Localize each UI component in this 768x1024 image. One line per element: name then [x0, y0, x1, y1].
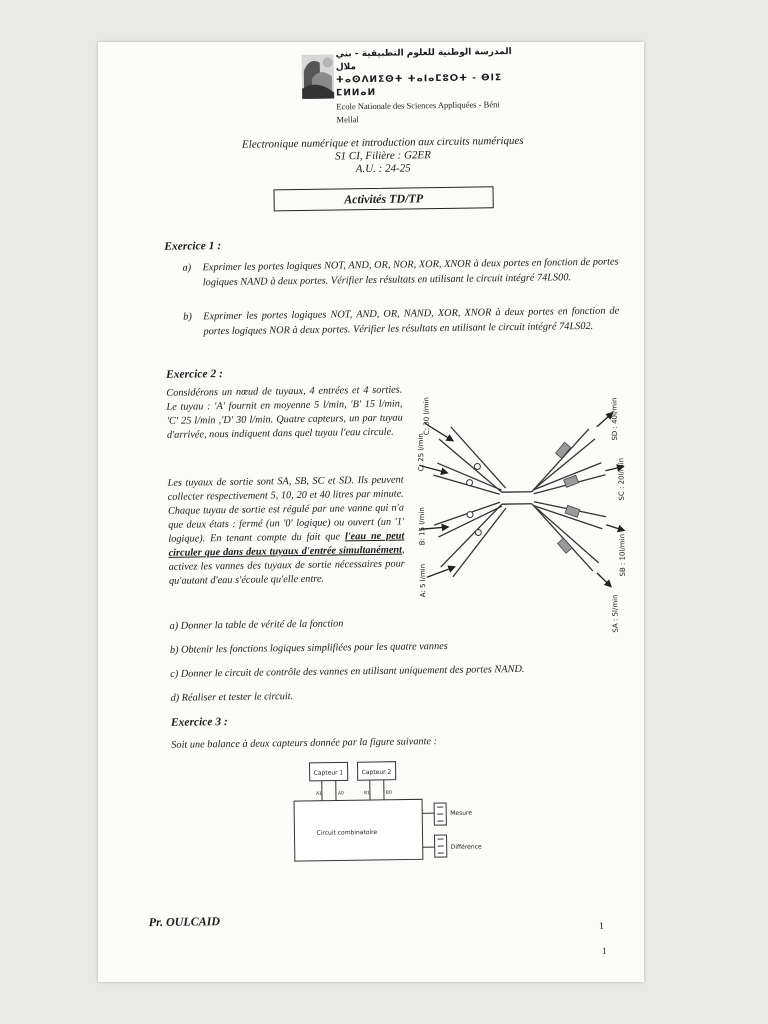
- emphasis-text: l'eau ne peut circuler que dans deux tuyaux d'entrée simultanément: [168, 530, 405, 559]
- output-label-sc: SC : 20l/min: [617, 457, 626, 501]
- academic-year: A.U. : 24-25: [355, 162, 411, 176]
- pin-a1: A1: [315, 791, 322, 797]
- item-text: Exprimer les portes logiques NOT, AND, OR, NAND, XOR, XNOR à deux portes en fonction de portes logiques NOR à deux portes. Vérifier les résultats en utilisant le circuit intégré 74LS02.: [203, 305, 620, 338]
- exercise-2-question-c: c) Donner le circuit de contrôle des vannes en utilisant uniquement des portes NAND.: [170, 663, 525, 680]
- input-label-a: A: 5 l/min: [418, 563, 428, 598]
- exercise-2-question-b: b) Obtenir les fonctions logiques simplifiées pour les quatre vannes: [169, 640, 448, 656]
- sensor-2-label: Capteur 2: [361, 768, 392, 777]
- item-label: a): [182, 262, 192, 274]
- output-label-sa: SA : 5l/min: [611, 594, 620, 633]
- school-name: [336, 46, 517, 127]
- circuit-label: Circuit combinatoire: [316, 828, 378, 837]
- page-number: 1: [598, 920, 604, 932]
- exercise-1-item-a: [182, 255, 619, 309]
- page-number-echo: 1: [602, 945, 607, 956]
- output-label-sd: SD : 40l/min: [610, 397, 620, 441]
- activities-title: Activités TD/TP: [273, 186, 493, 211]
- exercise-2-paragraph-1: Considérons un nœud de tuyaux, 4 entrées et 4 sorties. Le tuyau : 'A' fournit en moyenne 5 l/min, 'B' 15 l/min, 'C' 25 l/min ,'D' 30 l/min. Quatre capteurs, un par tuyau d'arrivée, nous indiquent dans quel tuyau l'eau circule.: [166, 384, 403, 441]
- document-page: [98, 42, 644, 982]
- output-label-sb: SB : 10l/min: [618, 533, 627, 577]
- exercise-1-title: Exercice 1 :: [164, 240, 222, 253]
- school-name-arabic: المدرسة الوطنية للعلوم التطبيقية - بني ملال: [335, 46, 512, 73]
- sensor-1-label: Capteur 1: [313, 769, 344, 777]
- exercise-3-title: Exercice 3 :: [170, 716, 228, 729]
- course-header: [153, 134, 613, 179]
- pipe-node-diagram: [408, 376, 631, 633]
- program-label: S1 CI, Filière : G2ER: [335, 149, 432, 163]
- input-label-b: B: 15 l/min: [417, 507, 427, 546]
- exercise-2-paragraph-2: [167, 474, 405, 589]
- exercise-3-intro: Soit une balance à deux capteurs donnée par la figure suivante :: [171, 736, 438, 751]
- school-name-tifinagh: ⵜⴰⵙⴷⵍⵉⵙⵜ ⵜⴰⵏⴰⵎⵓⵔⵜ - ⴱⵏⵉ ⵎⵍⵍⴰⵍ: [335, 73, 503, 99]
- paragraph-text: , activez les vannes des tuyaux de sortie nécessaires pour qu'autant d'eau s'écoule qu'elle entre.: [168, 544, 405, 587]
- exercise-2-question-d: d) Réaliser et tester le circuit.: [170, 691, 294, 704]
- input-label-c: C: 25 l/min: [416, 433, 426, 472]
- page-content: [91, 38, 650, 986]
- exercise-2-title: Exercice 2 :: [165, 368, 223, 381]
- item-text: Exprimer les portes logiques NOT, AND, OR, NOR, XOR, XNOR à deux portes en fonction de portes logiques NAND à deux portes. Vérifier les résultats en utilisant le circuit intégré 74LS00.: [202, 256, 619, 289]
- balance-diagram: [287, 754, 489, 869]
- output-difference-label: Différence: [450, 843, 482, 851]
- item-label: b): [183, 311, 192, 323]
- pin-b0: B0: [385, 790, 392, 796]
- author-name: Pr. OULCAID: [148, 914, 221, 930]
- exercise-1-item-b: [183, 304, 620, 358]
- course-title: Electronique numérique et introduction aux circuits numériques: [241, 134, 524, 151]
- school-name-french: Ecole Nationale des Sciences Appliquées - Béni Mellal: [336, 99, 500, 125]
- exercise-2-question-a: a) Donner la table de vérité de la fonction: [169, 618, 344, 632]
- pin-a0: A0: [337, 791, 344, 797]
- output-measure-label: Mesure: [450, 809, 473, 817]
- paragraph-text: Les tuyaux de sortie sont SA, SB, SC et SD. Ils peuvent collecter respectivement 5, 10, 20 et 40 litres par minute. Chaque tuyau de sortie est régulé par une vanne qui n'a que deux états : fermé (un '0' logique) ou ouvert (un '1' logique). En tenant compte du fait que: [167, 474, 405, 545]
- input-label-d: C: 30 l/min: [422, 397, 431, 436]
- pin-b1: B1: [363, 791, 370, 797]
